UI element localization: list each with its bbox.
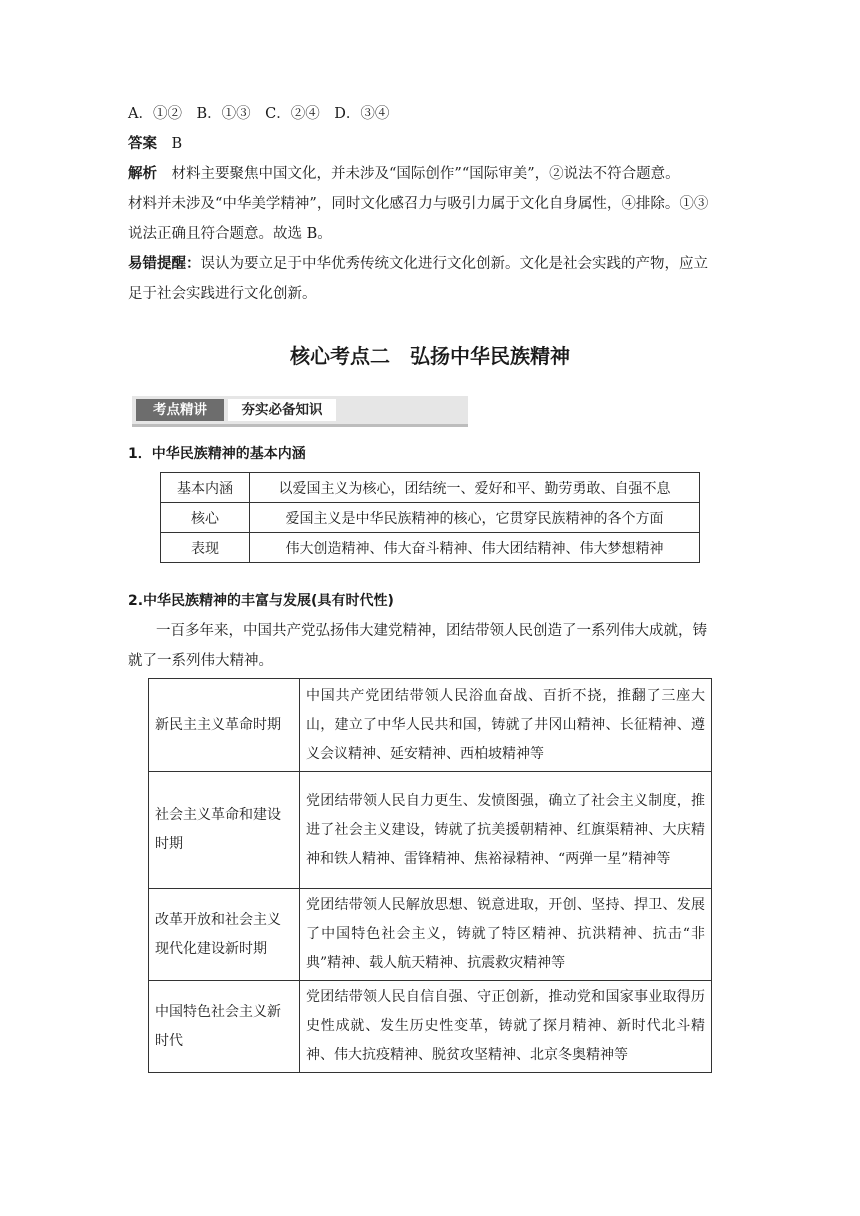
answer-label: 答案 bbox=[128, 136, 157, 152]
section-banner bbox=[132, 396, 468, 428]
banner-shadow bbox=[132, 424, 468, 427]
tip-line-1: 易错提醒：误认为要立足于中华优秀传统文化进行文化创新。文化是社会实践的产物，应立 bbox=[128, 256, 708, 272]
table2-desc: 党团结带领人民解放思想、锐意进取，开创、坚持、捍卫、发展了中国特色社会主义，铸就了特区精神、抗洪精神、抗击“非典”精神、载人航天精神、抗震救灾精神等 bbox=[300, 889, 712, 981]
banner-label: 考点精讲 bbox=[136, 399, 224, 421]
answer-options: A．①② B．①③ C．②④ D．③④ bbox=[128, 106, 390, 122]
analysis-line-2: 材料并未涉及“中华美学精神”，同时文化感召力与吸引力属于文化自身属性，④排除。①③ bbox=[128, 196, 709, 212]
heading-development: 2.中华民族精神的丰富与发展(具有时代性) bbox=[128, 593, 394, 609]
table-row bbox=[149, 679, 712, 772]
table-row bbox=[161, 503, 700, 533]
table2-desc: 中国共产党团结带领人民浴血奋战、百折不挠，推翻了三座大山，建立了中华人民共和国，铸就了井冈山精神、长征精神、遵义会议精神、延安精神、西柏坡精神等 bbox=[300, 679, 712, 772]
table-row bbox=[149, 981, 712, 1073]
table-row bbox=[161, 473, 700, 503]
table1-value: 以爱国主义为核心，团结统一、爱好和平、勤劳勇敢、自强不息 bbox=[250, 473, 700, 503]
table2-era: 新民主主义革命时期 bbox=[149, 679, 300, 772]
answer-line bbox=[128, 134, 182, 154]
table-basic-connotation bbox=[160, 472, 700, 563]
answer-value: B bbox=[171, 136, 183, 152]
table-national-spirit-periods bbox=[148, 678, 712, 1073]
table-row bbox=[149, 772, 712, 889]
table1-value: 爱国主义是中华民族精神的核心，它贯穿民族精神的各个方面 bbox=[250, 503, 700, 533]
analysis-label: 解析 bbox=[128, 166, 157, 182]
table2-desc: 党团结带领人民自信自强、守正创新，推动党和国家事业取得历史性成就、发生历史性变革，铸就了探月精神、新时代北斗精神、伟大抗疫精神、脱贫攻坚精神、北京冬奥精神等 bbox=[300, 981, 712, 1073]
table-row bbox=[161, 533, 700, 563]
table2-era: 社会主义革命和建设时期 bbox=[149, 772, 300, 889]
table2-era: 改革开放和社会主义现代化建设新时期 bbox=[149, 889, 300, 981]
section-title: 核心考点二 弘扬中华民族精神 bbox=[290, 344, 570, 368]
table2-desc: 党团结带领人民自力更生、发愤图强，确立了社会主义制度，推进了社会主义建设，铸就了抗美援朝精神、红旗渠精神、大庆精神和铁人精神、雷锋精神、焦裕禄精神、“两弹一星”精神等 bbox=[300, 772, 712, 889]
analysis-line-1: 解析 材料主要聚焦中国文化，并未涉及“国际创作”“国际审美”，②说法不符合题意。 bbox=[128, 166, 680, 182]
table1-value: 伟大创造精神、伟大奋斗精神、伟大团结精神、伟大梦想精神 bbox=[250, 533, 700, 563]
analysis-line-3: 说法正确且符合题意。故选 B。 bbox=[128, 226, 332, 242]
banner-sublabel: 夯实必备知识 bbox=[228, 399, 336, 421]
heading-basic-connotation: 1．中华民族精神的基本内涵 bbox=[128, 446, 306, 462]
table2-era: 中国特色社会主义新时代 bbox=[149, 981, 300, 1073]
table1-key: 核心 bbox=[161, 503, 250, 533]
intro-line-2: 就了一系列伟大精神。 bbox=[128, 653, 273, 669]
table1-key: 基本内涵 bbox=[161, 473, 250, 503]
tip-line-2: 足于社会实践进行文化创新。 bbox=[128, 286, 317, 302]
table1-key: 表现 bbox=[161, 533, 250, 563]
table-row bbox=[149, 889, 712, 981]
intro-line-1: 一百多年来，中国共产党弘扬伟大建党精神，团结带领人民创造了一系列伟大成就，铸 bbox=[156, 623, 707, 639]
tip-label: 易错提醒： bbox=[128, 256, 201, 272]
